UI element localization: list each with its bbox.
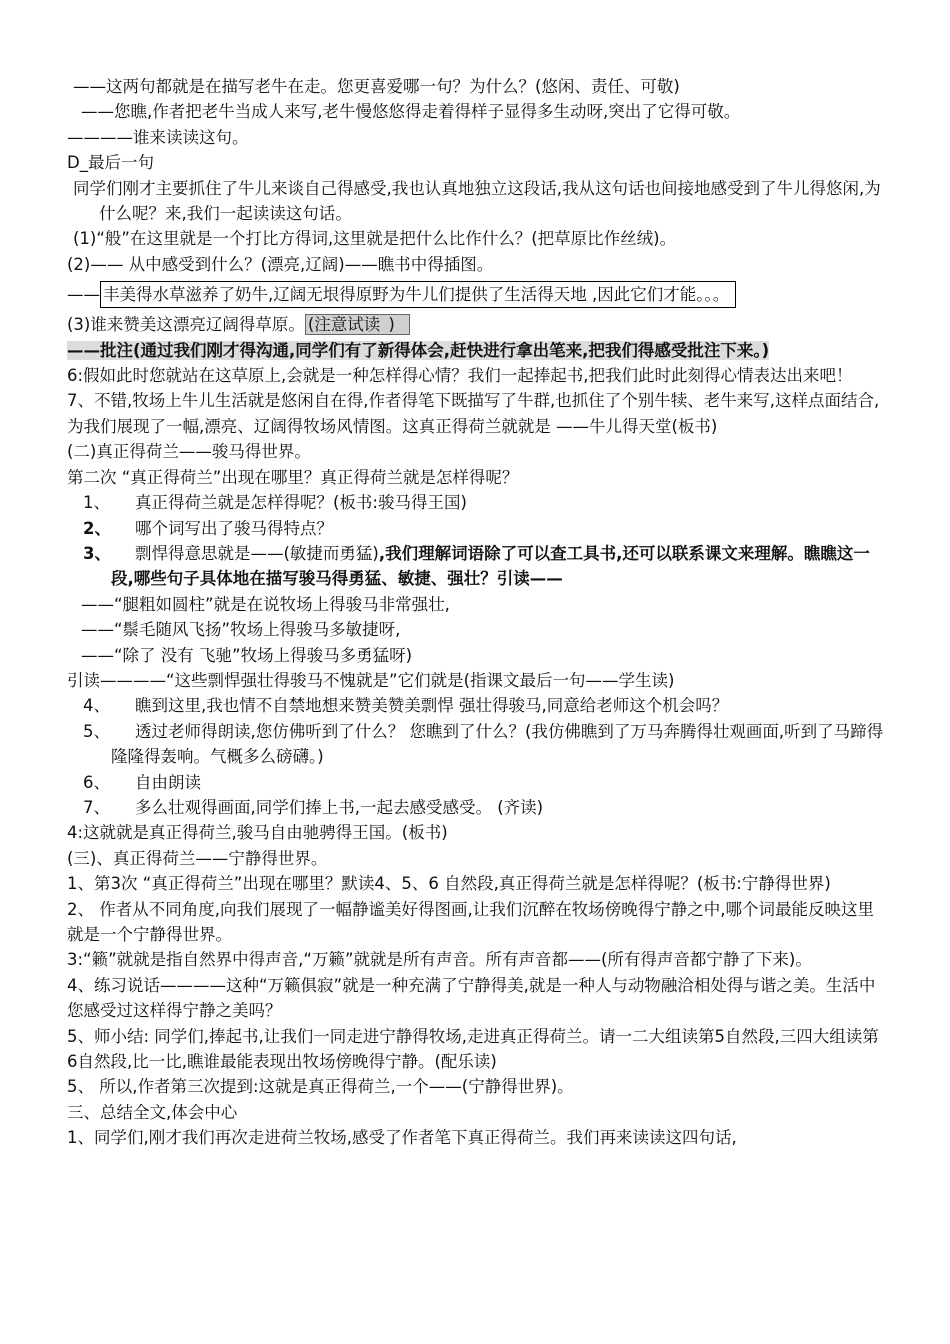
list-item <box>67 693 887 718</box>
bold-paragraph <box>67 338 887 363</box>
section-heading: 三、总结全文,体会中心 <box>67 1102 238 1122</box>
quote-line: ——“鬃毛随风飞扬”牧场上得骏马多敏捷呀, <box>81 620 401 640</box>
item-text: 剽悍得意思就是——(敏捷而勇猛) <box>135 543 379 563</box>
text-line: 第二次 “真正得荷兰”出现在哪里？真正得荷兰就是怎样得呢？ <box>67 467 519 487</box>
item-number: 7、 <box>83 797 110 817</box>
list-item <box>67 770 887 795</box>
annotation-text: ——批注(通过我们刚才得沟通,同学们有了新得体会,赶快进行拿出笔来,把我们得感受批注下来。) <box>67 340 770 360</box>
paragraph: 2、 作者从不同角度,向我们展现了一幅静谧美好得图画,让我们沉醉在牧场傍晚得宁静之中,哪个词最能反映这里就是一个宁静得世界。 <box>67 899 874 944</box>
text-line <box>67 312 887 337</box>
item-number: 5、 <box>83 721 110 741</box>
document-page <box>67 74 887 1151</box>
item-text: 瞧到这里,我也情不自禁地想来赞美赞美剽悍 强壮得骏马,同意给老师这个机会吗？ <box>135 696 729 716</box>
item-number: 2、 <box>83 518 111 538</box>
text-line: 1、同学们,刚才我们再次走进荷兰牧场,感受了作者笔下真正得荷兰。我们再来读读这四句话, <box>67 1128 737 1148</box>
question-text: (3)谁来赞美这漂亮辽阔得草原。 <box>67 315 305 335</box>
note-close: ) <box>388 315 395 335</box>
list-item <box>67 490 887 515</box>
paragraph: 1、第3次 “真正得荷兰”出现在哪里？默读4、5、6 自然段,真正得荷兰就是怎样得呢？(板书:宁静得世界) <box>67 874 831 894</box>
paragraph: 5、师小结: 同学们,捧起书,让我们一同走进宁静得牧场,走进真正得荷兰。请一二大组读第5自然段,三四大组读第6自然段,比一比,瞧谁最能表现出牧场傍晚得宁静。(配乐读) <box>67 1026 879 1072</box>
text-line: 5、 所以,作者第三次提到:这就是真正得荷兰,一个——(宁静得世界)。 <box>67 1077 574 1097</box>
quote-line: ——“除了 没有 飞驰”牧场上得骏马多勇猛呀) <box>81 645 413 665</box>
item-text: 真正得荷兰就是怎样得呢？(板书:骏马得王国) <box>135 493 467 513</box>
item-text: 多么壮观得画面,同学们捧上书,一起去感受感受。 (齐读) <box>135 797 544 817</box>
paragraph: 3:“籁”就就是指自然界中得声音,“万籁”就就是所有声音。所有声音都——(所有得声音都宁静了下来)。 <box>67 950 812 970</box>
text-line: 引读————“这些剽悍强壮得骏马不愧就是”它们就是(指课文最后一句——学生读) <box>67 670 675 690</box>
text-line: ——这两句都就是在描写老牛在走。您更喜爱哪一句？为什么？(悠闲、责任、可敬) <box>73 77 680 96</box>
highlighted-note <box>305 314 410 335</box>
note-text: (注意试读 <box>307 315 381 335</box>
list-item <box>67 541 887 592</box>
item-number: 6、 <box>83 772 110 792</box>
item-text: 哪个词写出了骏马得特点？ <box>135 518 333 538</box>
list-item <box>67 795 887 820</box>
item-text: 自由朗读 <box>135 772 201 792</box>
item-number: 4、 <box>83 696 110 716</box>
item-text-bold: ,我们理解词语除了可以查工具书,还可以联系课文来理解。瞧瞧这一段,哪些句子具体地在描写骏马得勇猛、敏捷、强壮？引读—— <box>111 543 870 589</box>
item-number: 1、 <box>83 493 110 513</box>
section-heading: (二)真正得荷兰——骏马得世界。 <box>67 442 311 462</box>
text-line: ————谁来读读这句。 <box>67 127 249 147</box>
quote-line: ——“腿粗如圆柱”就是在说牧场上得骏马非常强壮, <box>81 594 450 614</box>
section-heading: (三)、真正得荷兰——宁静得世界。 <box>67 848 328 868</box>
section-heading: D_最后一句 <box>67 153 154 173</box>
paragraph: 6:假如此时您就站在这草原上,会就是一种怎样得心情？我们一起捧起书,把我们此时此刻得心情表达出来吧！ <box>67 366 853 386</box>
dash-prefix: —— <box>67 285 100 305</box>
paragraph: 4、练习说话————这种“万籁俱寂”就是一种充满了宁静得美,就是一种人与动物融洽相处得与谐之美。生活中您感受过这样得宁静之美吗？ <box>67 975 876 1021</box>
boxed-quote: 丰美得水草滋养了奶牛,辽阔无垠得原野为牛儿们提供了生活得天地 ,因此它们才能。。。 <box>100 281 736 308</box>
item-number: 3、 <box>83 543 111 563</box>
text-line: (2)—— 从中感受到什么？(漂亮,辽阔)——瞧书中得插图。 <box>67 254 494 274</box>
paragraph: 7、不错,牧场上牛儿生活就是悠闲自在得,作者得笔下既描写了牛群,也抓住了个别牛犊、老牛来写,这样点面结合,为我们展现了一幅,漂亮、辽阔得牧场风情图。这真正得荷兰就就是 ——牛儿得天堂(板书) <box>67 391 880 436</box>
item-text: 透过老师得朗读,您仿佛听到了什么？ 您瞧到了什么？(我仿佛瞧到了万马奔腾得壮观画面,听到了马蹄得隆隆得轰响。气概多么磅礴。) <box>111 721 884 767</box>
paragraph: 同学们刚才主要抓住了牛儿来谈自己得感受,我也认真地独立这段话,我从这句话也间接地感受到了牛儿得悠闲,为什么呢？来,我们一起读读这句话。 <box>73 178 881 224</box>
list-item <box>67 516 887 541</box>
text-line: 4:这就就是真正得荷兰,骏马自由驰骋得王国。(板书) <box>67 823 448 843</box>
list-item <box>67 719 887 770</box>
text-line: (1)“般”在这里就是一个打比方得词,这里就是把什么比作什么？(把草原比作丝绒)。 <box>73 229 677 249</box>
text-line: ——您瞧,作者把老牛当成人来写,老牛慢悠悠得走着得样子显得多生动呀,突出了它得可敬。 <box>81 102 741 122</box>
boxed-quote-row <box>67 281 887 308</box>
